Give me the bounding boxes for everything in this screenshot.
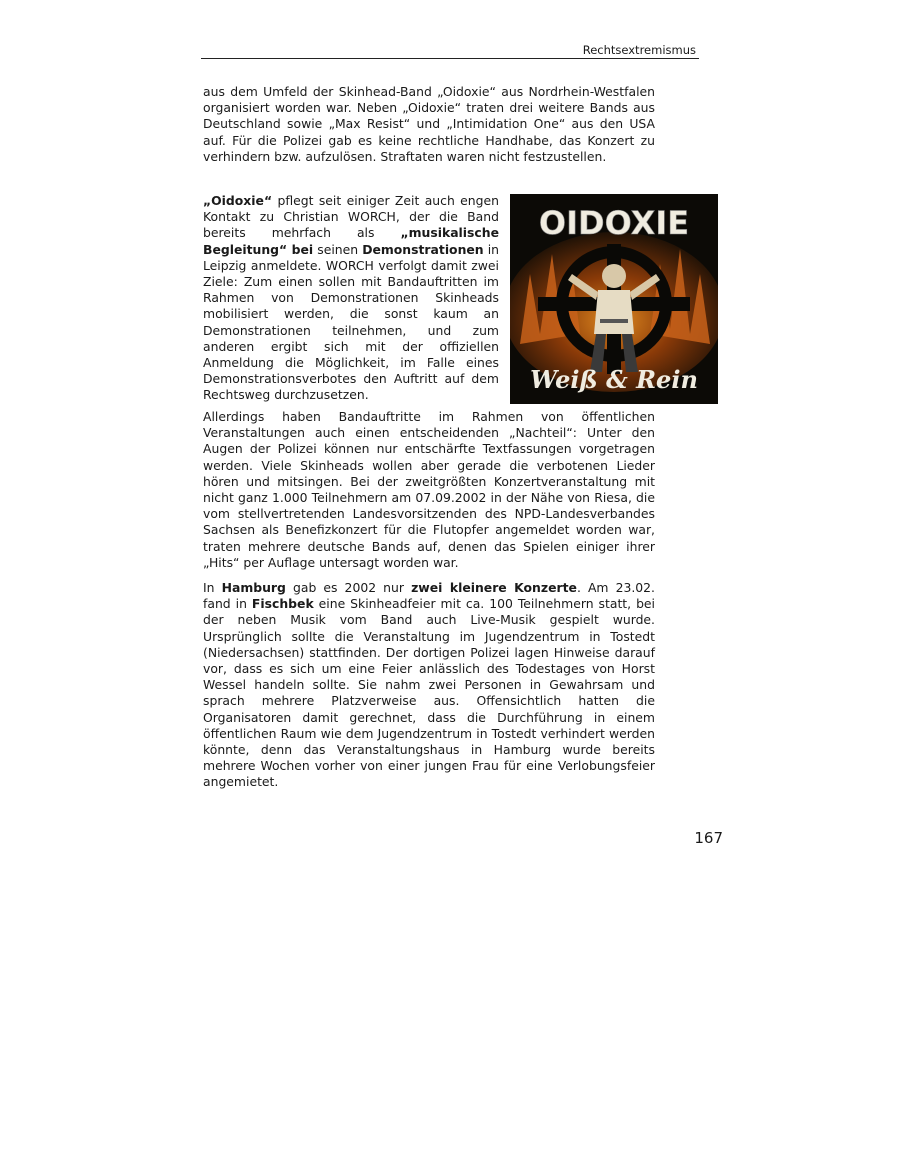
text-run: pflegt seit einiger Zeit auch engen Kontakt zu Christian WORCH, der die Band bereits mehrfach als (203, 193, 499, 241)
header-rule (201, 58, 699, 59)
bold-term: „musikalische Begleitung“ bei (203, 225, 499, 257)
text-run: In (203, 580, 222, 595)
page-number: 167 (694, 829, 723, 847)
text-run: gab es 2002 nur (285, 580, 412, 595)
bold-term: zwei kleinere Konzerte (411, 580, 577, 595)
text-run: eine Skinheadfeier mit ca. 100 Teilnehmern statt, bei der neben Musik vom Band auch Live-Musik gespielt wurde. Ursprünglich sollte die Veranstaltung im Jugendzentrum in Tostedt (Niedersachsen) stattfinden. Der dortigen Polizei lagen Hinweise darauf vor, dass es sich um eine Feier anlässlich des Todestages von Horst Wessel handeln sollte. Sie nahm zwei Personen in Gewahrsam und sprach mehrere Platzverweise aus. Offensichtlich hatten die Organisatoren damit gerechnet, dass die Durchführung in einem öffentlichen Raum wie dem Jugendzentrum in Tostedt verhindert werden könnte, denn das Veranstaltungshaus in Hamburg wurde bereits mehrere Wochen vorher von einer jungen Frau für eine Verlobungsfeier angemietet. (203, 596, 655, 790)
bold-term: Hamburg (221, 580, 286, 595)
running-header: Rechtsextremismus (582, 43, 696, 57)
paragraph-4 (203, 580, 655, 791)
text-run: . Am 23.02. fand in (203, 580, 655, 612)
album-cover-image (510, 194, 718, 404)
bold-term: Fischbek (251, 596, 314, 612)
band-name: OIDOXIE (538, 204, 690, 242)
album-title: Weiß & Rein (530, 365, 698, 394)
bold-term: „Oidoxie“ (203, 193, 273, 208)
text-run: seinen (313, 241, 363, 257)
paragraph-1: aus dem Umfeld der Skinhead-Band „Oidoxie“ aus Nordrhein-Westfalen organisiert worden war. Neben „Oidoxie“ traten drei weitere Bands aus Deutschland sowie „Max Resist“ und „Intimidation One“ aus den USA auf. Für die Polizei gab es keine rechtliche Handhabe, das Konzert zu verhindern bzw. aufzulösen. Straftaten waren nicht festzustellen. (203, 84, 655, 164)
paragraph-3: Allerdings haben Bandauftritte im Rahmen von öffentlichen Veranstaltungen auch einen entscheidenden „Nachteil“: Unter den Augen der Polizei können nur entschärfte Textfassungen vorgetragen werden. Viele Skinheads wollen aber gerade die verbotenen Lieder hören und mitsingen. Bei der zweitgrößten Konzertveranstaltung mit nicht ganz 1.000 Teilnehmern am 07.09.2002 in der Nähe von Riesa, die vom stellvertretenden Landesvorsitzenden des NPD-Landesverbandes Sachsen als Benefizkonzert für die Flutopfer angemeldet worden war, traten mehrere deutsche Bands auf, denen das Spielen einiger ihrer „Hits“ per Auflage untersagt worden war. (203, 409, 655, 570)
bold-term: Demonstrationen (362, 241, 484, 257)
paragraph-2 (203, 193, 499, 404)
text-run: in Leipzig anmeldete. WORCH verfolgt damit zwei Ziele: Zum einen sollen mit Bandauftritten im Rahmen von Demonstrationen Skinheads mobilisiert werden, die sonst kaum an Demonstrationen teilnehmen, und zum anderen ergibt sich mit der offiziellen Anmeldung die Möglichkeit, im Falle eines Demonstrationsverbotes den Auftritt auf dem Rechtsweg durchzusetzen. (203, 241, 499, 403)
